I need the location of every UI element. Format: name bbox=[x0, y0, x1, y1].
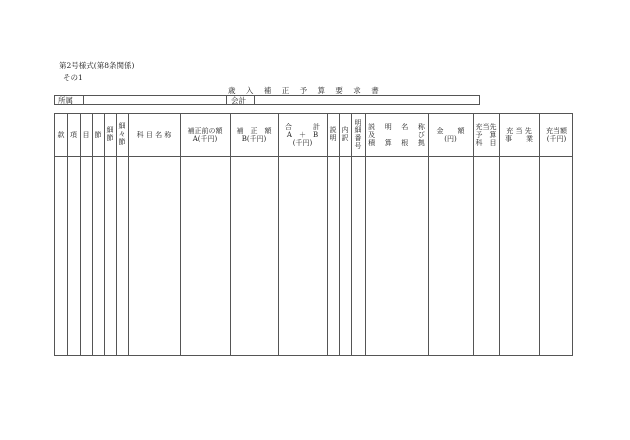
affiliation-field[interactable] bbox=[83, 96, 226, 104]
column-header-setsu bbox=[92, 114, 104, 156]
column-header-saisaisetsu bbox=[116, 114, 128, 156]
column-header-text: 説 明 名 称 bbox=[368, 122, 425, 131]
column-header-ato_gaku bbox=[539, 114, 574, 156]
column-header-saisetsu bbox=[104, 114, 116, 156]
column-header-text: 積 算 根 拠 bbox=[368, 139, 425, 148]
column-header-text: A(千円) bbox=[192, 135, 218, 143]
column-header-before bbox=[180, 114, 230, 156]
column-header-text: (千円) bbox=[546, 135, 567, 143]
column-header-text: 々 bbox=[118, 130, 126, 139]
affiliation-label: 所属 bbox=[58, 96, 73, 105]
column-header-text: 番 bbox=[354, 134, 362, 142]
column-header-text: 説 bbox=[329, 126, 337, 135]
column-header-text: 事 業 bbox=[505, 135, 533, 143]
column-header-kingaku bbox=[428, 114, 473, 156]
column-header-text: 明 bbox=[329, 134, 337, 142]
column-header-amount bbox=[230, 114, 278, 156]
column-header-setsumei bbox=[327, 114, 339, 156]
column-header-text: 合 計 bbox=[285, 122, 320, 131]
column-header-explanation bbox=[365, 114, 428, 156]
column-header-kou bbox=[67, 114, 80, 156]
column-header-text: 節 bbox=[118, 137, 126, 146]
column-header-text: B(千円) bbox=[241, 135, 267, 143]
budget-request-table bbox=[54, 113, 573, 356]
header-divider bbox=[55, 156, 572, 157]
column-header-saibango bbox=[351, 114, 365, 156]
column-header-naiyaku bbox=[339, 114, 351, 156]
column-header-text: (千円) bbox=[292, 139, 313, 148]
sub-note: その1 bbox=[63, 73, 83, 82]
column-header-text: 科 目 名 称 bbox=[136, 130, 172, 139]
column-header-kamoku bbox=[128, 114, 180, 156]
column-header-text: 訳 bbox=[341, 134, 349, 142]
column-header-text: 科 目 bbox=[475, 139, 497, 148]
column-header-ato_kamoku bbox=[473, 114, 499, 156]
column-header-text: 節 bbox=[94, 130, 102, 139]
column-header-text: 内 bbox=[341, 126, 349, 135]
column-header-text: 金 額 bbox=[436, 126, 465, 135]
format-note: 第2号様式(第8条関係) bbox=[59, 61, 135, 70]
column-header-text: 充 当 先 bbox=[506, 126, 532, 135]
column-header-text: 充当額 bbox=[546, 126, 567, 135]
total-label-cell bbox=[226, 96, 254, 104]
column-header-text: 細 bbox=[354, 126, 362, 135]
total-field[interactable] bbox=[254, 96, 479, 104]
column-header-text: 細 bbox=[118, 122, 126, 131]
column-header-text: 補 正 額 bbox=[236, 126, 272, 135]
column-header-text: 補正前の額 bbox=[187, 126, 223, 135]
column-header-text: 予 算 bbox=[475, 130, 497, 139]
column-header-text: 及 び bbox=[368, 130, 425, 139]
column-header-text: 充当先 bbox=[475, 122, 497, 131]
column-header-text: 款 bbox=[57, 130, 65, 139]
total-label: 会計 bbox=[231, 96, 246, 105]
column-header-text: A ＋ B bbox=[286, 130, 319, 139]
column-header-text: 節 bbox=[106, 134, 114, 142]
column-header-text: 目 bbox=[82, 130, 90, 139]
affiliation-total-bar bbox=[54, 95, 480, 105]
column-header-kan bbox=[55, 114, 67, 156]
column-header-text: (円) bbox=[444, 135, 457, 143]
column-header-total bbox=[278, 114, 327, 156]
column-header-text: 細 bbox=[106, 126, 114, 135]
column-header-text: 号 bbox=[354, 141, 362, 150]
column-header-text: 明 bbox=[354, 118, 362, 127]
column-header-moku bbox=[80, 114, 92, 156]
form-title: 歳入補正予算要求書 bbox=[228, 86, 390, 95]
column-header-text: 項 bbox=[70, 130, 77, 139]
column-header-ato_jigyo bbox=[499, 114, 539, 156]
